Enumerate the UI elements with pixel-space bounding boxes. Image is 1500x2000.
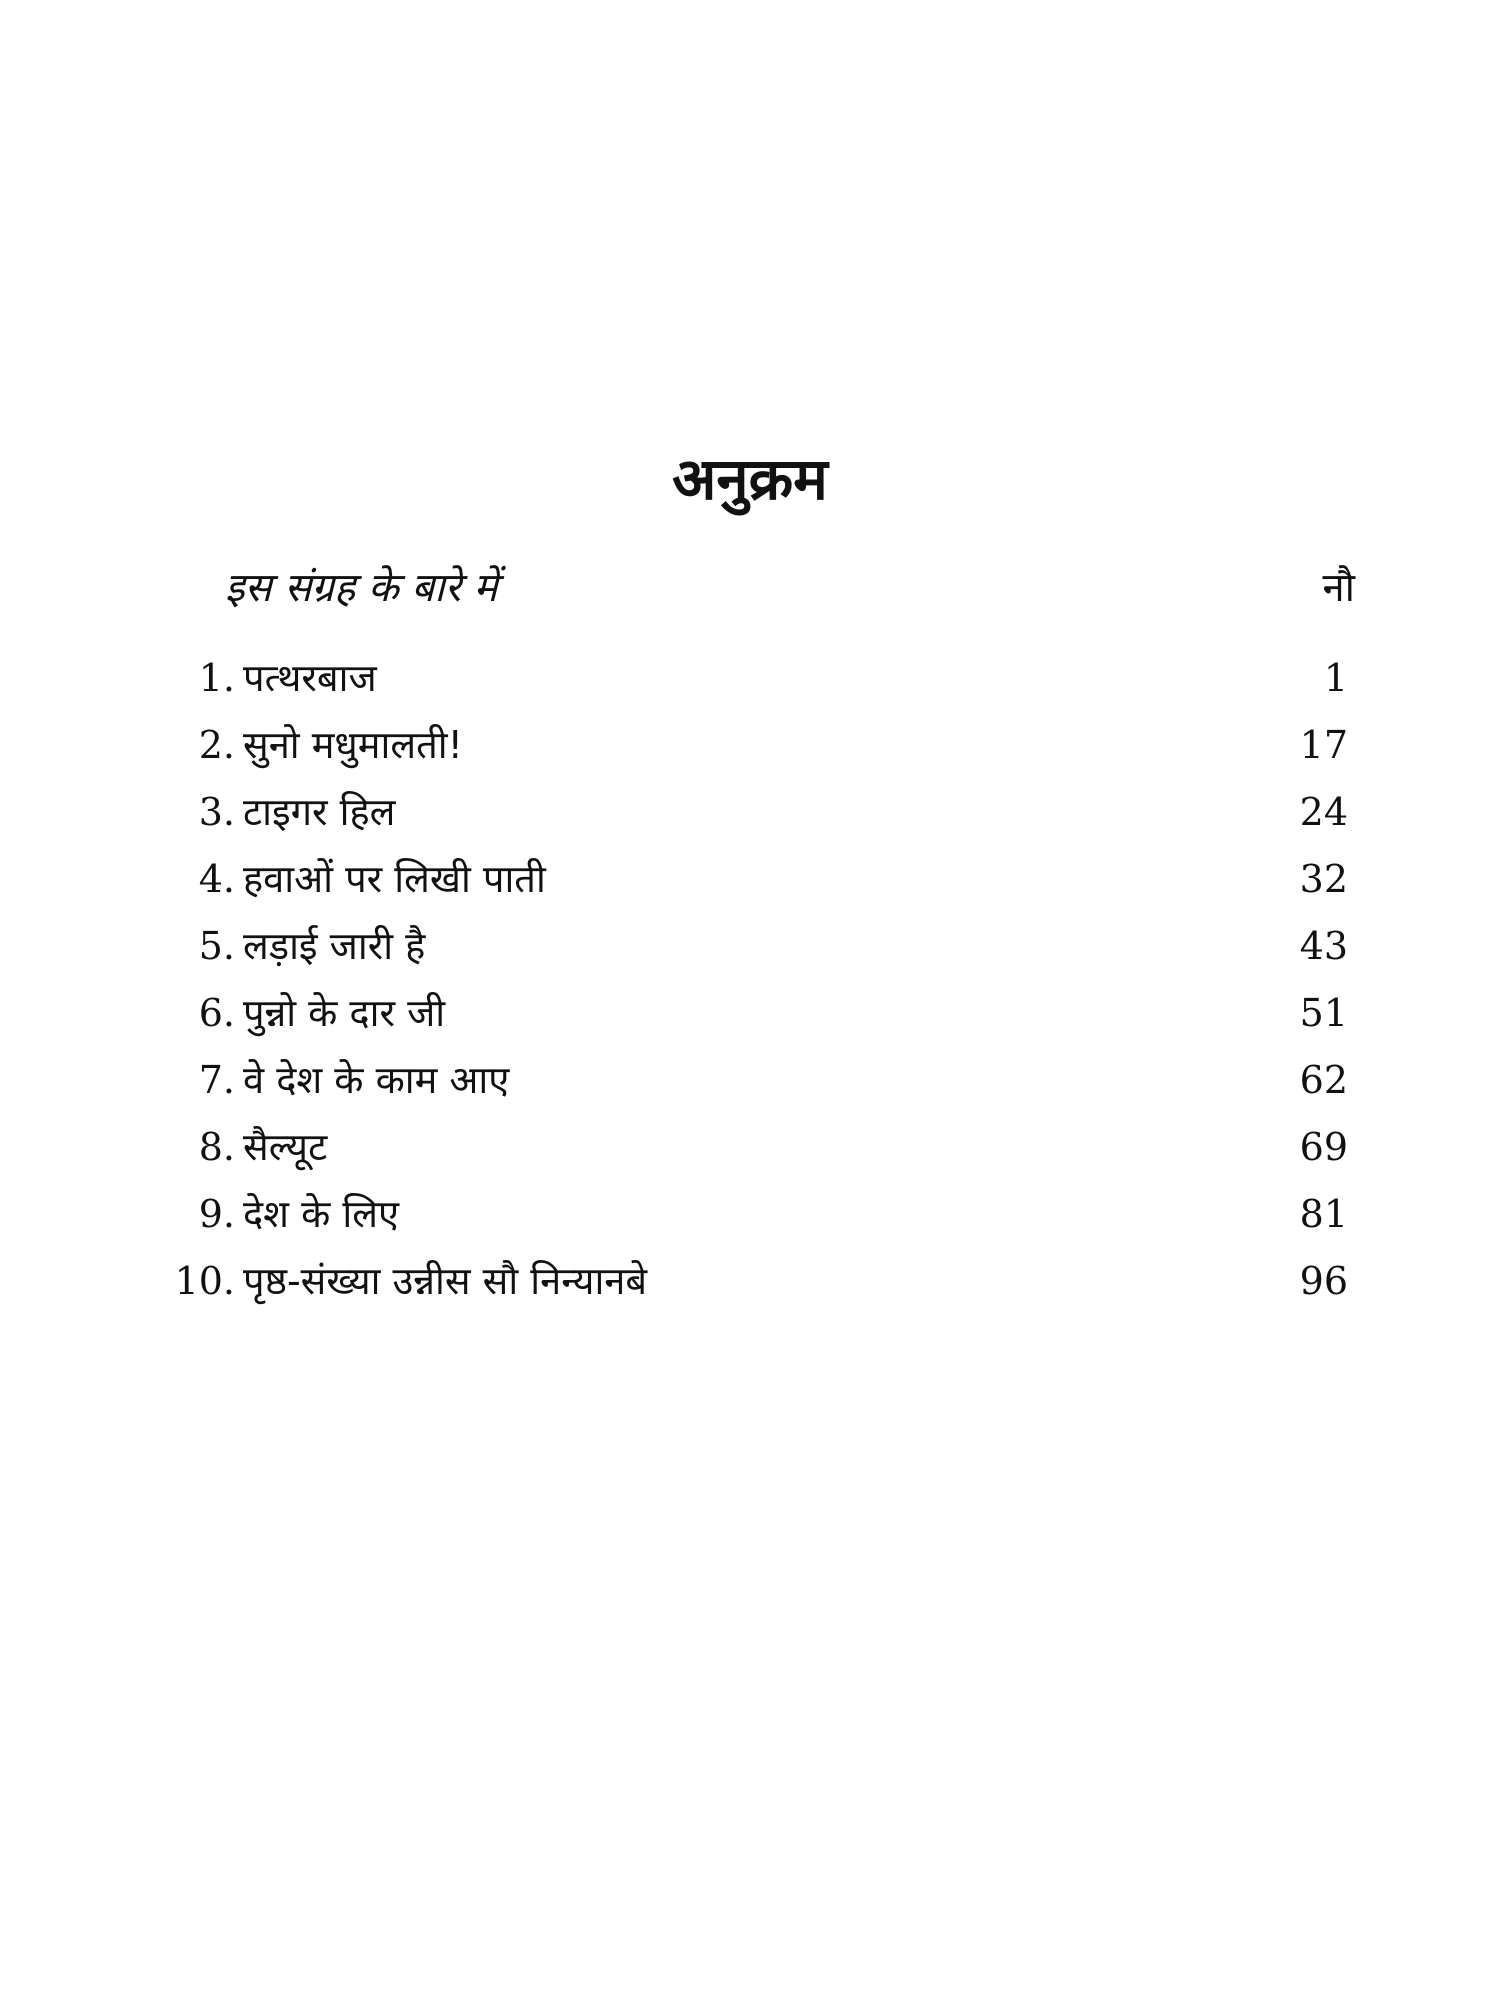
chapter-page-number: 43: [1299, 924, 1348, 968]
toc-entry: [0, 712, 1500, 779]
chapter-number: 2.: [198, 723, 235, 767]
toc-entry: [0, 1248, 1500, 1315]
chapter-title: देश के लिए: [243, 1192, 399, 1236]
chapter-title: वे देश के काम आए: [243, 1058, 510, 1102]
chapter-number: 4.: [198, 857, 235, 901]
chapter-title: टाइगर हिल: [243, 790, 396, 834]
toc-preface-row: [0, 553, 1500, 623]
chapter-page-number: 96: [1299, 1259, 1348, 1303]
chapter-page-number: 32: [1299, 857, 1348, 901]
toc-entry: [0, 645, 1500, 712]
toc-entry: [0, 913, 1500, 980]
chapter-title: पत्थरबाज: [243, 656, 377, 700]
page-title: अनुक्रम: [672, 444, 828, 513]
chapter-number: 8.: [198, 1125, 235, 1169]
chapter-title: लड़ाई जारी है: [243, 924, 426, 968]
toc-entry: [0, 846, 1500, 913]
chapter-page-number: 62: [1299, 1058, 1348, 1102]
preface-title: इस संग्रह के बारे में: [225, 565, 498, 611]
chapter-title: सुनो मधुमालती!: [243, 723, 463, 767]
chapter-number: 10.: [174, 1259, 235, 1303]
chapter-number: 5.: [198, 924, 235, 968]
toc-entry: [0, 779, 1500, 846]
chapter-number: 9.: [198, 1192, 235, 1236]
chapter-page-number: 69: [1299, 1125, 1348, 1169]
chapter-page-number: 1: [1323, 656, 1348, 700]
toc-entry: [0, 1047, 1500, 1114]
chapter-title: हवाओं पर लिखी पाती: [243, 857, 546, 901]
chapter-page-number: 17: [1299, 723, 1348, 767]
chapter-page-number: 24: [1299, 790, 1348, 834]
toc-entry: [0, 1114, 1500, 1181]
table-of-contents: [0, 645, 1500, 1315]
chapter-page-number: 51: [1299, 991, 1348, 1035]
chapter-number: 1.: [198, 656, 235, 700]
chapter-page-number: 81: [1299, 1192, 1348, 1236]
chapter-number: 7.: [198, 1058, 235, 1102]
toc-entry: [0, 1181, 1500, 1248]
chapter-title: पुन्नो के दार जी: [243, 991, 446, 1035]
preface-page-number: नौ: [1322, 565, 1355, 611]
chapter-number: 3.: [198, 790, 235, 834]
chapter-number: 6.: [198, 991, 235, 1035]
toc-entry: [0, 980, 1500, 1047]
chapter-title: सैल्यूट: [243, 1125, 328, 1169]
chapter-title: पृष्ठ-संख्या उन्नीस सौ निन्यानबे: [243, 1259, 648, 1303]
